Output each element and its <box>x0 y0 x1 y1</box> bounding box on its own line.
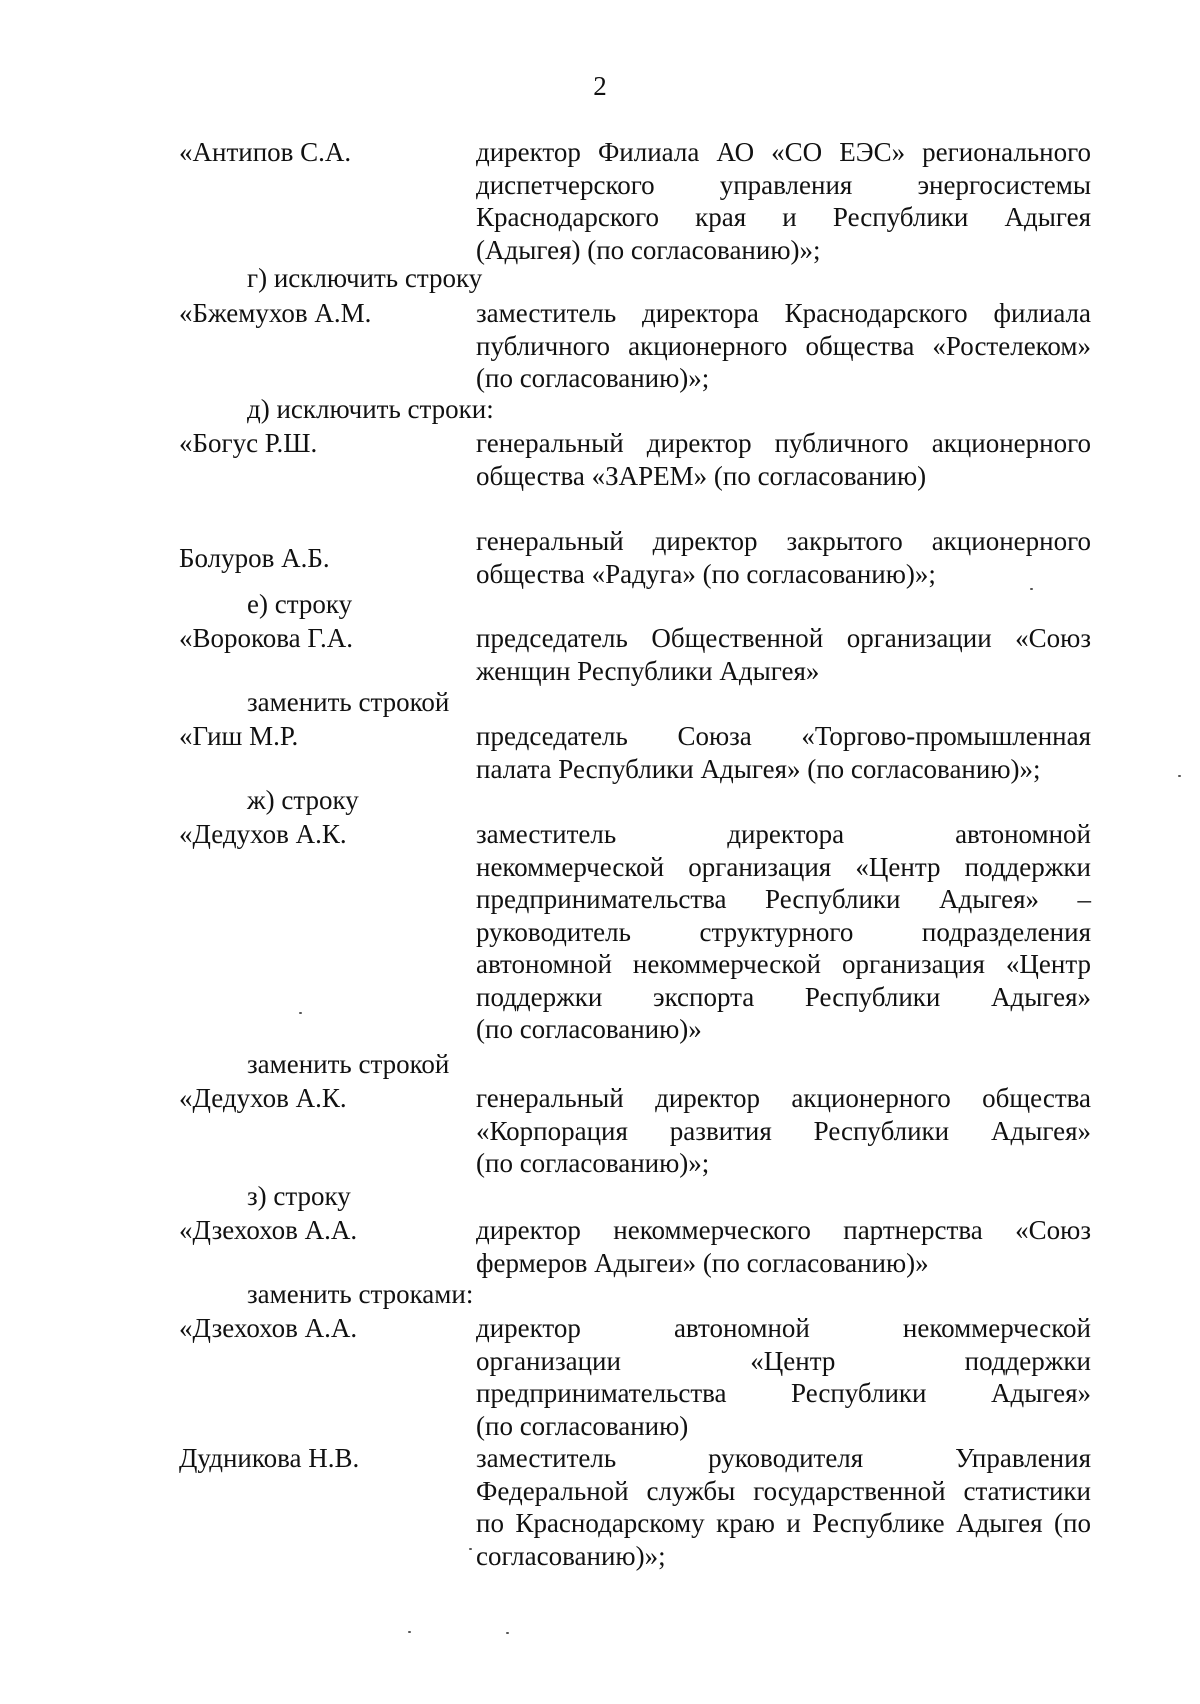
position-line: Федеральной службы государственной статистики <box>476 1475 1091 1506</box>
member-name: «Дедухов А.К. <box>179 819 347 849</box>
member-name: «Богус Р.Ш. <box>179 428 318 458</box>
position-line: (Адыгея) (по согласованию)»; <box>476 234 821 265</box>
scan-speck <box>1030 588 1033 590</box>
position-line: генеральный директор публичного акционерного <box>476 428 1091 458</box>
position-line: (по согласованию) <box>476 1410 689 1441</box>
position-line: диспетчерского управления энергосистемы <box>476 169 1091 200</box>
scan-speck <box>1178 775 1181 777</box>
amendment-instruction: е) строку <box>247 589 353 619</box>
member-name: «Антипов С.А. <box>179 137 352 167</box>
position-line: предпринимательства Республики Адыгея» – <box>476 884 1091 914</box>
member-position <box>476 427 1091 492</box>
position-line: женщин Республики Адыгея» <box>476 655 820 686</box>
position-line: по Краснодарскому краю и Республике Адыгея (по <box>476 1508 1091 1538</box>
amendment-instruction: д) исключить строки: <box>247 394 494 424</box>
member-name: Дудникова Н.В. <box>179 1443 360 1473</box>
member-position <box>476 720 1091 785</box>
position-line: (по согласованию)»; <box>476 363 710 393</box>
position-line: организации «Центр поддержки <box>476 1345 1091 1376</box>
scan-speck <box>506 1632 509 1634</box>
member-position <box>476 525 1091 590</box>
amendment-instruction: заменить строкой <box>247 687 450 717</box>
position-line: (по согласованию)» <box>476 1014 702 1044</box>
amendment-instruction: ж) строку <box>247 785 359 815</box>
amendment-instruction: заменить строкой <box>247 1049 450 1079</box>
position-line: генеральный директор закрытого акционерного <box>476 526 1091 556</box>
member-position <box>476 1312 1091 1442</box>
position-line: директор Филиала АО «СО ЕЭС» регионального <box>476 137 1091 167</box>
position-line: генеральный директор акционерного общества <box>476 1083 1091 1113</box>
member-name: Болуров А.Б. <box>179 543 330 573</box>
position-line: публичного акционерного общества «Ростелеком» <box>476 330 1091 361</box>
position-line: фермеров Адыгеи» (по согласованию)» <box>476 1247 929 1278</box>
position-line: согласованию)»; <box>476 1540 666 1571</box>
member-position <box>476 1082 1091 1180</box>
scan-speck <box>469 1548 472 1550</box>
position-line: предпринимательства Республики Адыгея» <box>476 1378 1091 1408</box>
position-line: Краснодарского края и Республики Адыгея <box>476 202 1091 232</box>
position-line: председатель Общественной организации «Союз <box>476 623 1091 653</box>
position-line: поддержки экспорта Республики Адыгея» <box>476 981 1091 1012</box>
position-line: директор некоммерческого партнерства «Союз <box>476 1215 1091 1245</box>
member-name: «Гиш М.Р. <box>179 721 299 751</box>
scan-speck <box>408 1631 411 1633</box>
position-line: (по согласованию)»; <box>476 1148 710 1178</box>
position-line: председатель Союза «Торгово-промышленная <box>476 721 1091 751</box>
position-line: заместитель директора Краснодарского филиала <box>476 298 1091 328</box>
member-position <box>476 818 1091 1046</box>
position-line: руководитель структурного подразделения <box>476 916 1091 947</box>
position-line: общества «ЗАРЕМ» (по согласованию) <box>476 460 927 491</box>
page-number: 2 <box>593 71 607 101</box>
member-name: «Дзехохов А.А. <box>179 1215 358 1245</box>
position-line: некоммерческой организация «Центр поддержки <box>476 851 1091 882</box>
member-position <box>476 1442 1091 1572</box>
scan-speck <box>299 1012 302 1014</box>
member-position <box>476 297 1091 395</box>
amendment-instruction: заменить строками: <box>247 1279 474 1309</box>
position-line: директор автономной некоммерческой <box>476 1313 1091 1343</box>
amendment-instruction: г) исключить строку <box>247 263 483 293</box>
member-name: «Ворокова Г.А. <box>179 623 353 653</box>
member-name: «Дедухов А.К. <box>179 1083 347 1113</box>
position-line: «Корпорация развития Республики Адыгея» <box>476 1115 1091 1146</box>
position-line: заместитель руководителя Управления <box>476 1443 1091 1473</box>
position-line: палата Республики Адыгея» (по согласованию)»; <box>476 753 1041 784</box>
position-line: общества «Радуга» (по согласованию)»; <box>476 558 936 589</box>
member-name: «Бжемухов А.М. <box>179 298 372 328</box>
amendment-instruction: з) строку <box>247 1181 351 1211</box>
member-position <box>476 622 1091 687</box>
member-name: «Дзехохов А.А. <box>179 1313 358 1343</box>
position-line: автономной некоммерческой организация «Центр <box>476 949 1091 979</box>
position-line: заместитель директора автономной <box>476 819 1091 849</box>
member-position <box>476 136 1091 266</box>
member-position <box>476 1214 1091 1279</box>
